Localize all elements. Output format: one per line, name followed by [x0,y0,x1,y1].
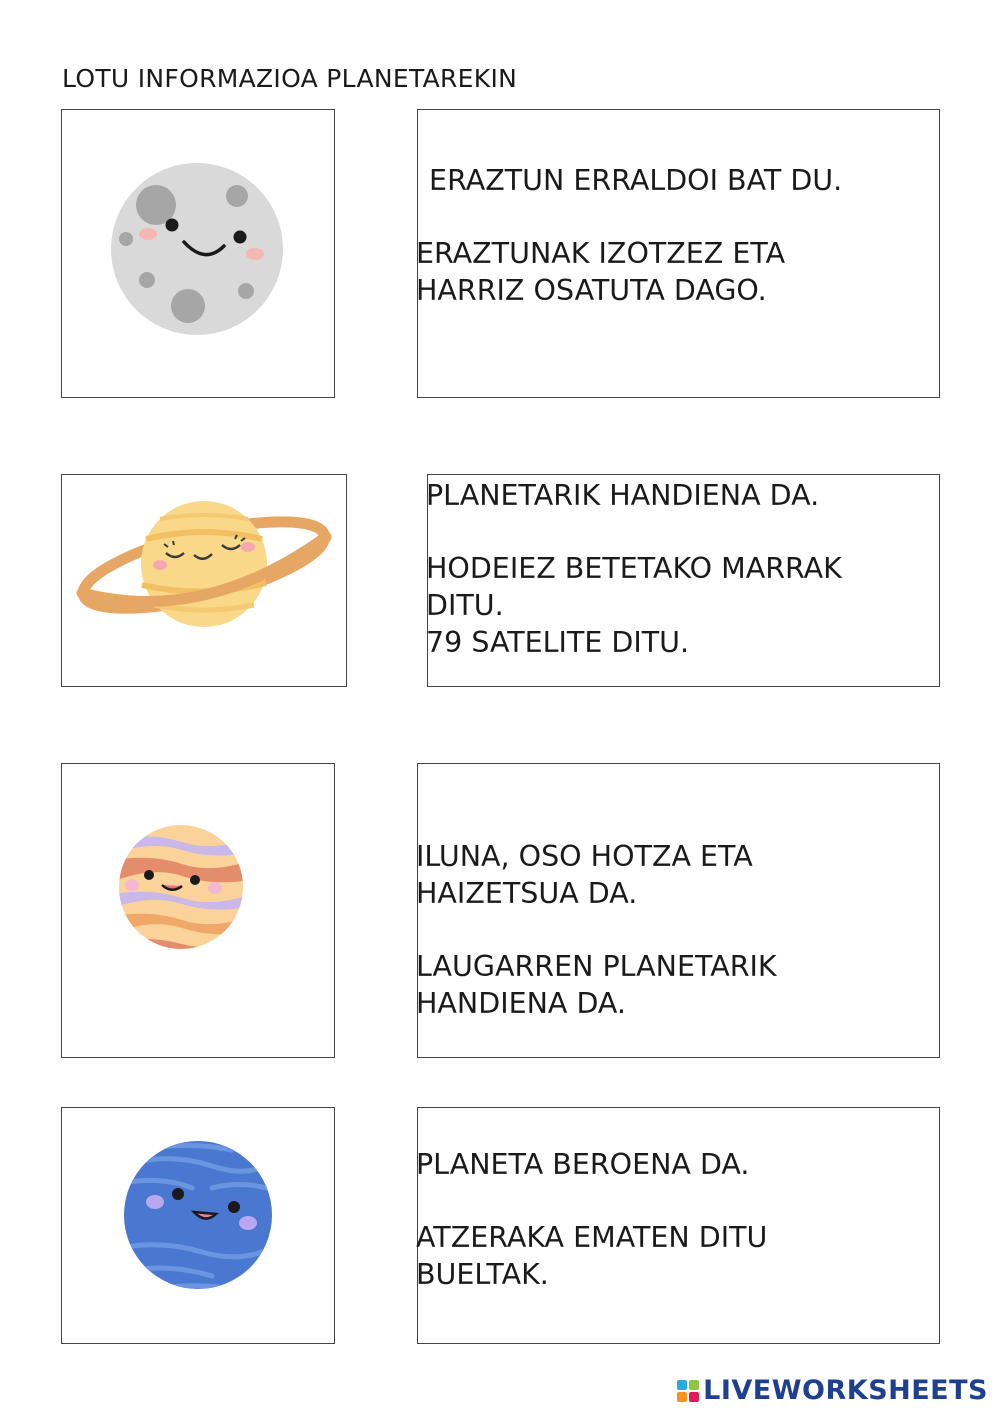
description-line: 79 SATELITE DITU. [426,626,690,659]
description-card-3[interactable] [417,763,940,1058]
liveworksheets-logo [677,1375,988,1406]
planet-card-4[interactable] [61,1107,335,1344]
logo-square [677,1392,687,1402]
description-card-4[interactable] [417,1107,940,1344]
blue-planet-face-icon [62,1108,336,1345]
planet-card-1[interactable] [61,109,335,398]
ringed-planet-face-icon [62,475,348,688]
description-line: ERAZTUNAK IZOTZEZ ETA [416,237,786,270]
description-line: ERAZTUN ERRALDOI BAT DU. [420,164,843,197]
planet-card-2[interactable] [61,474,347,687]
description-line: HANDIENA DA. [416,987,626,1020]
description-line: PLANETA BEROENA DA. [416,1148,750,1181]
description-line: HAIZETSUA DA. [416,877,638,910]
description-line: PLANETARIK HANDIENA DA. [426,479,820,512]
description-line: LAUGARREN PLANETARIK [416,950,777,983]
logo-square [677,1380,687,1390]
logo-square [689,1380,699,1390]
moon-face-icon [62,110,336,399]
description-card-1[interactable] [417,109,940,398]
planet-card-3[interactable] [61,763,335,1058]
description-line: DITU. [426,589,504,622]
description-line: HARRIZ OSATUTA DAGO. [416,274,767,307]
description-line: ILUNA, OSO HOTZA ETA [416,840,753,873]
logo-square [689,1392,699,1402]
page-title: LOTU INFORMAZIOA PLANETAREKIN [62,64,518,93]
description-line: BUELTAK. [416,1258,549,1291]
striped-planet-face-icon [62,764,336,1059]
description-line: HODEIEZ BETETAKO MARRAK [426,552,842,585]
liveworksheets-logo-icon [677,1380,699,1402]
description-card-2[interactable] [427,474,940,687]
logo-text: LIVEWORKSHEETS [703,1375,988,1406]
description-line: ATZERAKA EMATEN DITU [416,1221,768,1254]
